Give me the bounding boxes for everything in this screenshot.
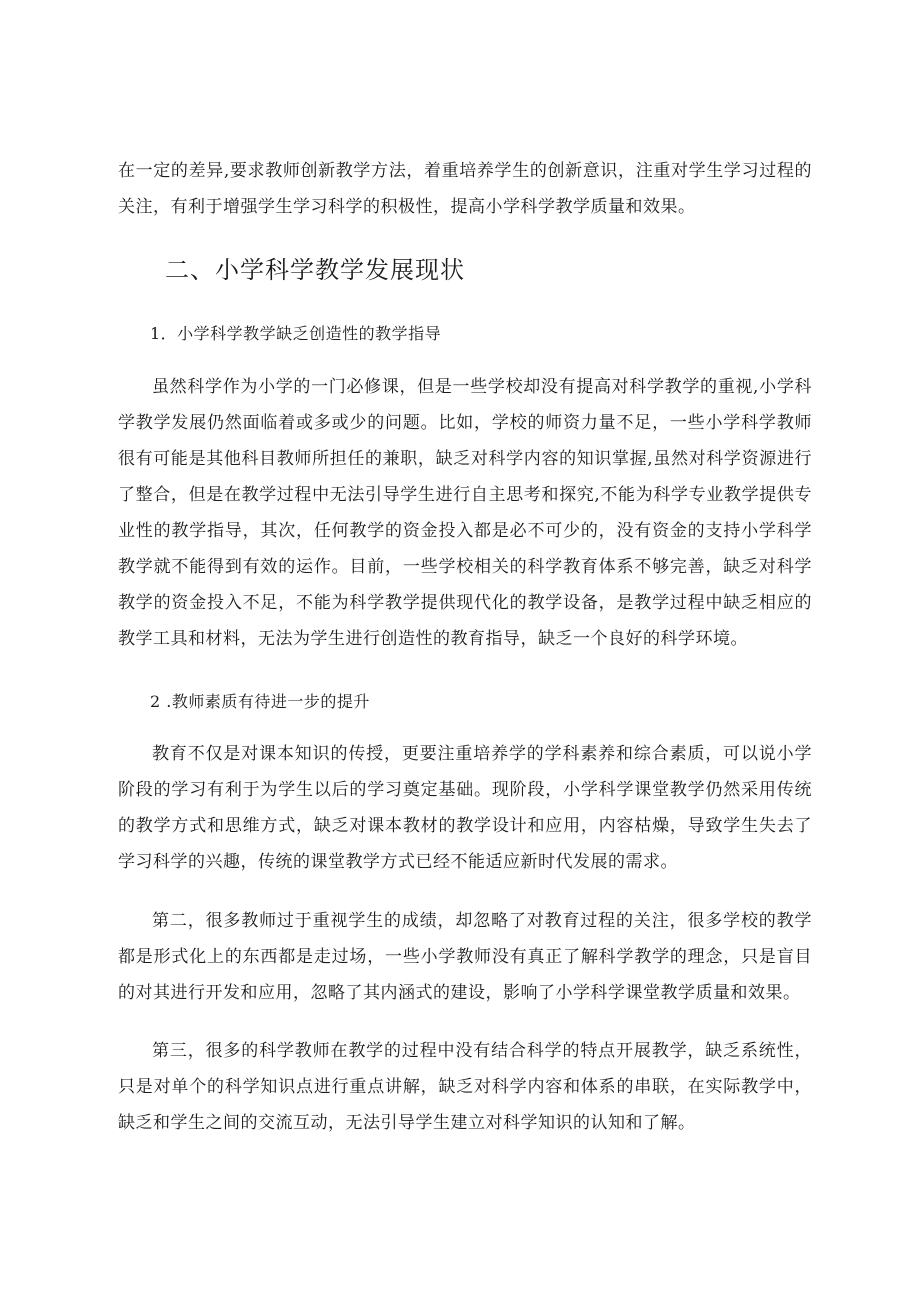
- subsection-2-paragraph-2: 第二，很多教师过于重视学生的成绩，却忽略了对教育过程的关注，很多学校的教学都是形式化上的东西都是走过场，一些小学教师没有真正了解科学教学的理念，只是盲目的对其进行开发和应用，忽略了其内涵式的建设，影响了小学科学课堂教学质量和效果。: [118, 911, 812, 1003]
- section-heading: 二、小学科学教学发展现状: [165, 256, 465, 284]
- subsection-2-paragraph-1: 教育不仅是对课本知识的传授，更要注重培养学的学科素养和综合素质，可以说小学阶段的学习有利于为学生以后的学习奠定基础。现阶段，小学科学课堂教学仍然采用传统的教学方式和思维方式，缺乏对课本教材的教学设计和应用，内容枯燥，导致学生失去了学习科学的兴趣，传统的课堂教学方式已经不能适应新时代发展的需求。: [118, 744, 812, 872]
- intro-paragraph: 在一定的差异,要求教师创新教学方法，着重培养学生的创新意识，注重对学生学习过程的关注，有利于增强学生学习科学的积极性，提高小学科学教学质量和效果。: [118, 161, 812, 217]
- subsection-1-paragraph: 虽然科学作为小学的一门必修课，但是一些学校却没有提高对科学教学的重视,小学科学教学发展仍然面临着或多或少的问题。比如，学校的师资力量不足，一些小学科学教师很有可能是其他科目教师所担任的兼职，缺乏对科学内容的知识掌握,虽然对科学资源进行了整合，但是在教学过程中无法引导学生进行自主思考和探究,不能为科学专业教学提供专业性的教学指导，其次，任何教学的资金投入都是必不可少的，没有资金的支持小学科学教学就不能得到有效的运作。目前，一些学校相关的科学教育体系不够完善，缺乏对科学教学的资金投入不足，不能为科学教学提供现代化的教学设备，是教学过程中缺乏相应的教学工具和材料，无法为学生进行创造性的教育指导，缺乏一个良好的科学环境。: [118, 377, 812, 649]
- subsection-2-paragraph-3: 第三，很多的科学教师在教学的过程中没有结合科学的特点开展教学，缺乏系统性，只是对单个的科学知识点进行重点讲解，缺乏对科学内容和体系的串联，在实际教学中，缺乏和学生之间的交流互动，无法引导学生建立对科学知识的认知和了解。: [118, 1041, 812, 1133]
- subsection-1-title: 1．小学科学教学缺乏创造性的教学指导: [150, 324, 442, 343]
- subsection-2-title: 2 .教师素质有待进一步的提升: [150, 692, 370, 711]
